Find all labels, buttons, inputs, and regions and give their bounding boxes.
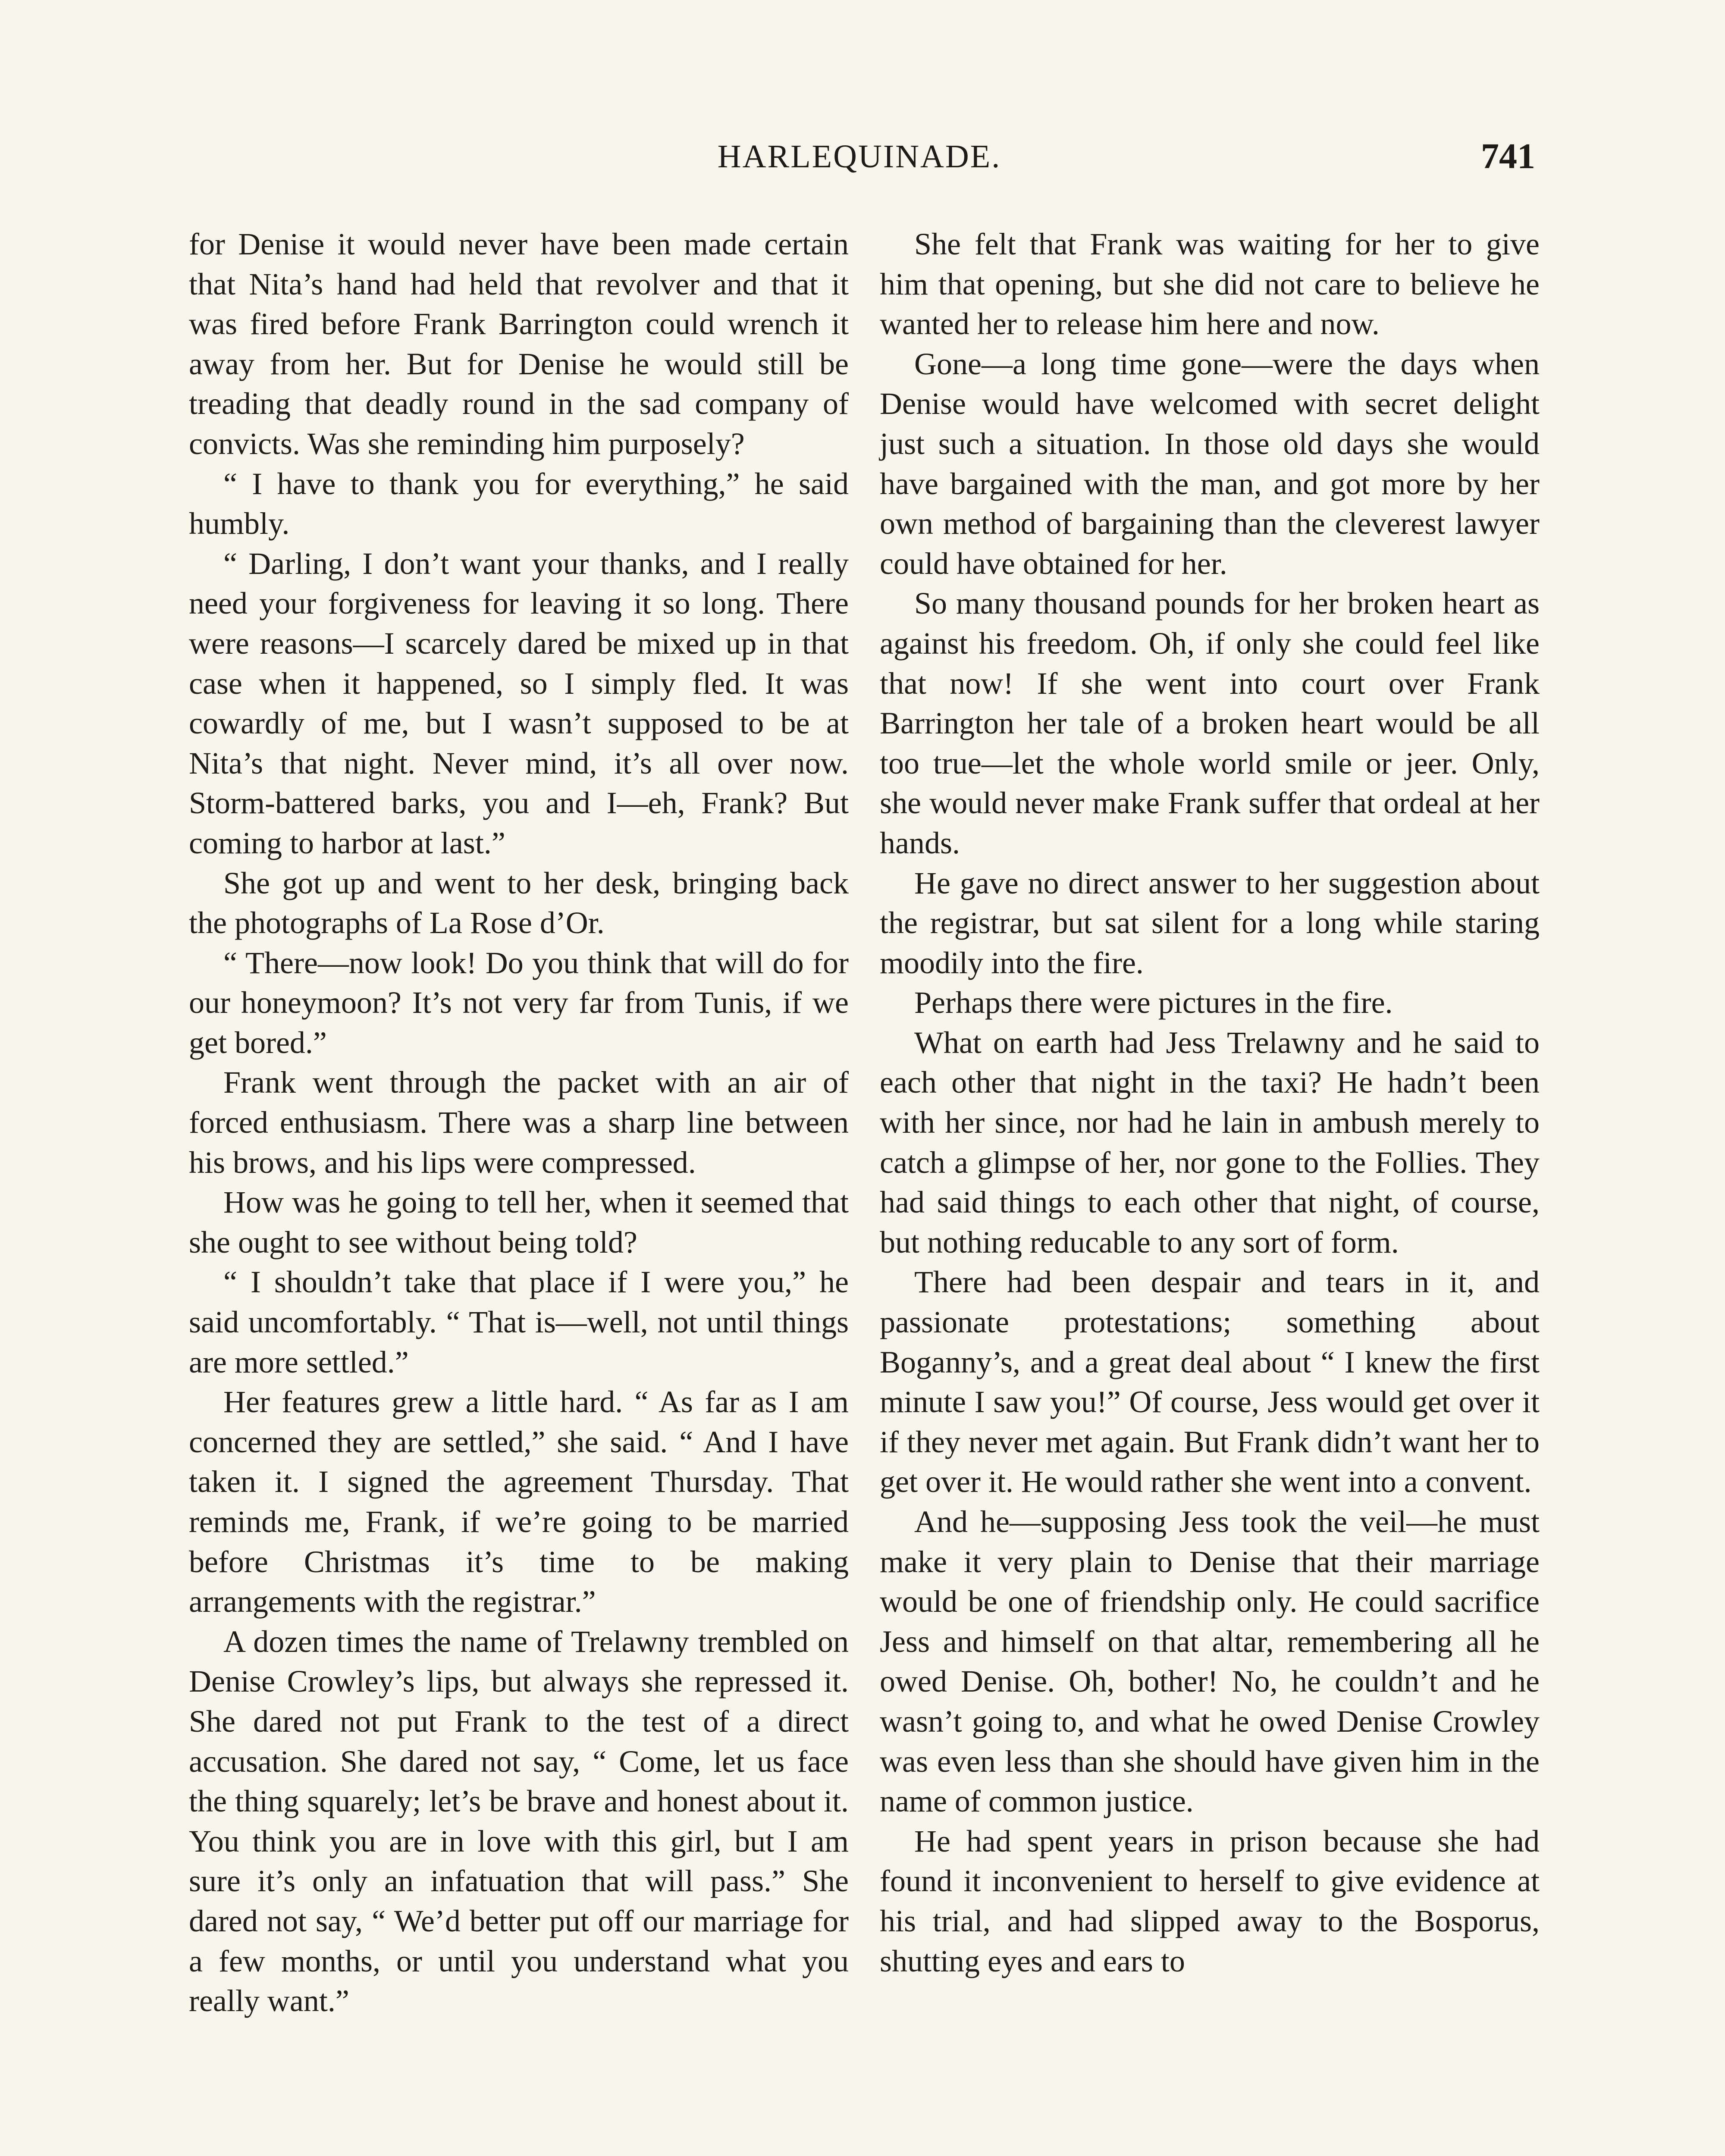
paragraph: Gone—a long time gone—were the days when Denise would have welcomed with secret delight just such a situation. In those old days she would have bargained with the man, and got more by her own method of bargaining than the cleverest lawyer could have obtained for her. [880,346,1540,581]
paragraph: What on earth had Jess Trelawny and he said to each other that night in the taxi? He hadn’t been with her since, nor had he lain in ambush merely to catch a glimpse of her, nor gone to the Follies. They had said things to each other that night, of course, but nothing reducable to any sort of form. [880,1025,1540,1260]
paragraph: Her features grew a little hard. “ As far as I am concerned they are settled,” she said. “ And I have taken it. I signed the agreement Thursday. That reminds me, Frank, if we’re going to be married before Christmas it’s time to be making arrangements with the registrar.” [189,1385,849,1619]
paragraph: She felt that Frank was waiting for her to give him that opening, but she did not care to believe he wanted her to release him here and now. [880,227,1540,342]
paragraph: How was he going to tell her, when it seemed that she ought to see without being told? [189,1185,849,1260]
paragraph: So many thousand pounds for her broken heart as against his freedom. Oh, if only she could feel like that now! If she went into court over Frank Barrington her tale of a broken heart would be all too true—let the whole world smile or jeer. Only, she would never make Frank suffer that ordeal at her hands. [880,586,1540,860]
paragraph: He had spent years in prison because she had found it inconvenient to herself to give evidence at his trial, and had slipped away to the Bosporus, shutting eyes and ears to [880,1824,1540,1978]
paragraph: He gave no direct answer to her suggestion about the registrar, but sat silent for a long while staring moodily into the fire. [880,865,1540,980]
paragraph: There had been despair and tears in it, and passionate protestations; something about Boganny’s, and a great deal about “ I knew the first minute I saw you!” Of course, Jess would get over it if they never met again. But Frank didn’t want her to get over it. He would rather she went into a convent. [880,1265,1540,1499]
paragraph: “ I have to thank you for everything,” he said humbly. [189,466,849,541]
page-number: 741 [1481,136,1535,176]
text-column-right [880,224,1540,1981]
running-title: HARLEQUINADE. [717,138,1001,175]
paragraph: She got up and went to her desk, bringing back the photographs of La Rose d’Or. [189,865,849,940]
paragraph: Frank went through the packet with an air of forced enthusiasm. There was a sharp line between his brows, and his lips were compressed. [189,1065,849,1180]
paragraph: Perhaps there were pictures in the fire. [914,985,1393,1020]
paragraph: “ I shouldn’t take that place if I were you,” he said uncomfortably. “ That is—well, not until things are more settled.” [189,1265,849,1379]
paragraph: “ Darling, I don’t want your thanks, and I really need your forgiveness for leaving it so long. There were reasons—I scarcely dared be mixed up in that case when it happened, so I simply fled. It was cowardly of me, but I wasn’t supposed to be at Nita’s that night. Never mind, it’s all over now. Storm-battered barks, you and I—eh, Frank? But coming to harbor at last.” [189,546,849,860]
paragraph: for Denise it would never have been made certain that Nita’s hand had held that revolver and that it was fired before Frank Barrington could wrench it away from her. But for Denise he would still be treading that deadly round in the sad company of convicts. Was she reminding him purposely? [189,227,849,461]
text-column-left [189,224,849,2021]
paragraph: And he—supposing Jess took the veil—he must make it very plain to Denise that their marriage would be one of friendship only. He could sacrifice Jess and himself on that altar, remembering all he owed Denise. Oh, bother! No, he couldn’t and he wasn’t going to, and what he owed Denise Crowley was even less than she should have given him in the name of common justice. [880,1504,1540,1819]
paragraph: “ There—now look! Do you think that will do for our honeymoon? It’s not very far from Tunis, if we get bored.” [189,945,849,1060]
paragraph: A dozen times the name of Trelawny trembled on Denise Crowley’s lips, but always she repressed it. She dared not put Frank to the test of a direct accusation. She dared not say, “ Come, let us face the thing squarely; let’s be brave and honest about it. You think you are in love with this girl, but I am sure it’s only an infatuation that will pass.” She dared not say, “ We’d better put off our marriage for a few months, or until you understand what you really want.” [189,1624,849,2018]
running-head [183,138,1535,194]
